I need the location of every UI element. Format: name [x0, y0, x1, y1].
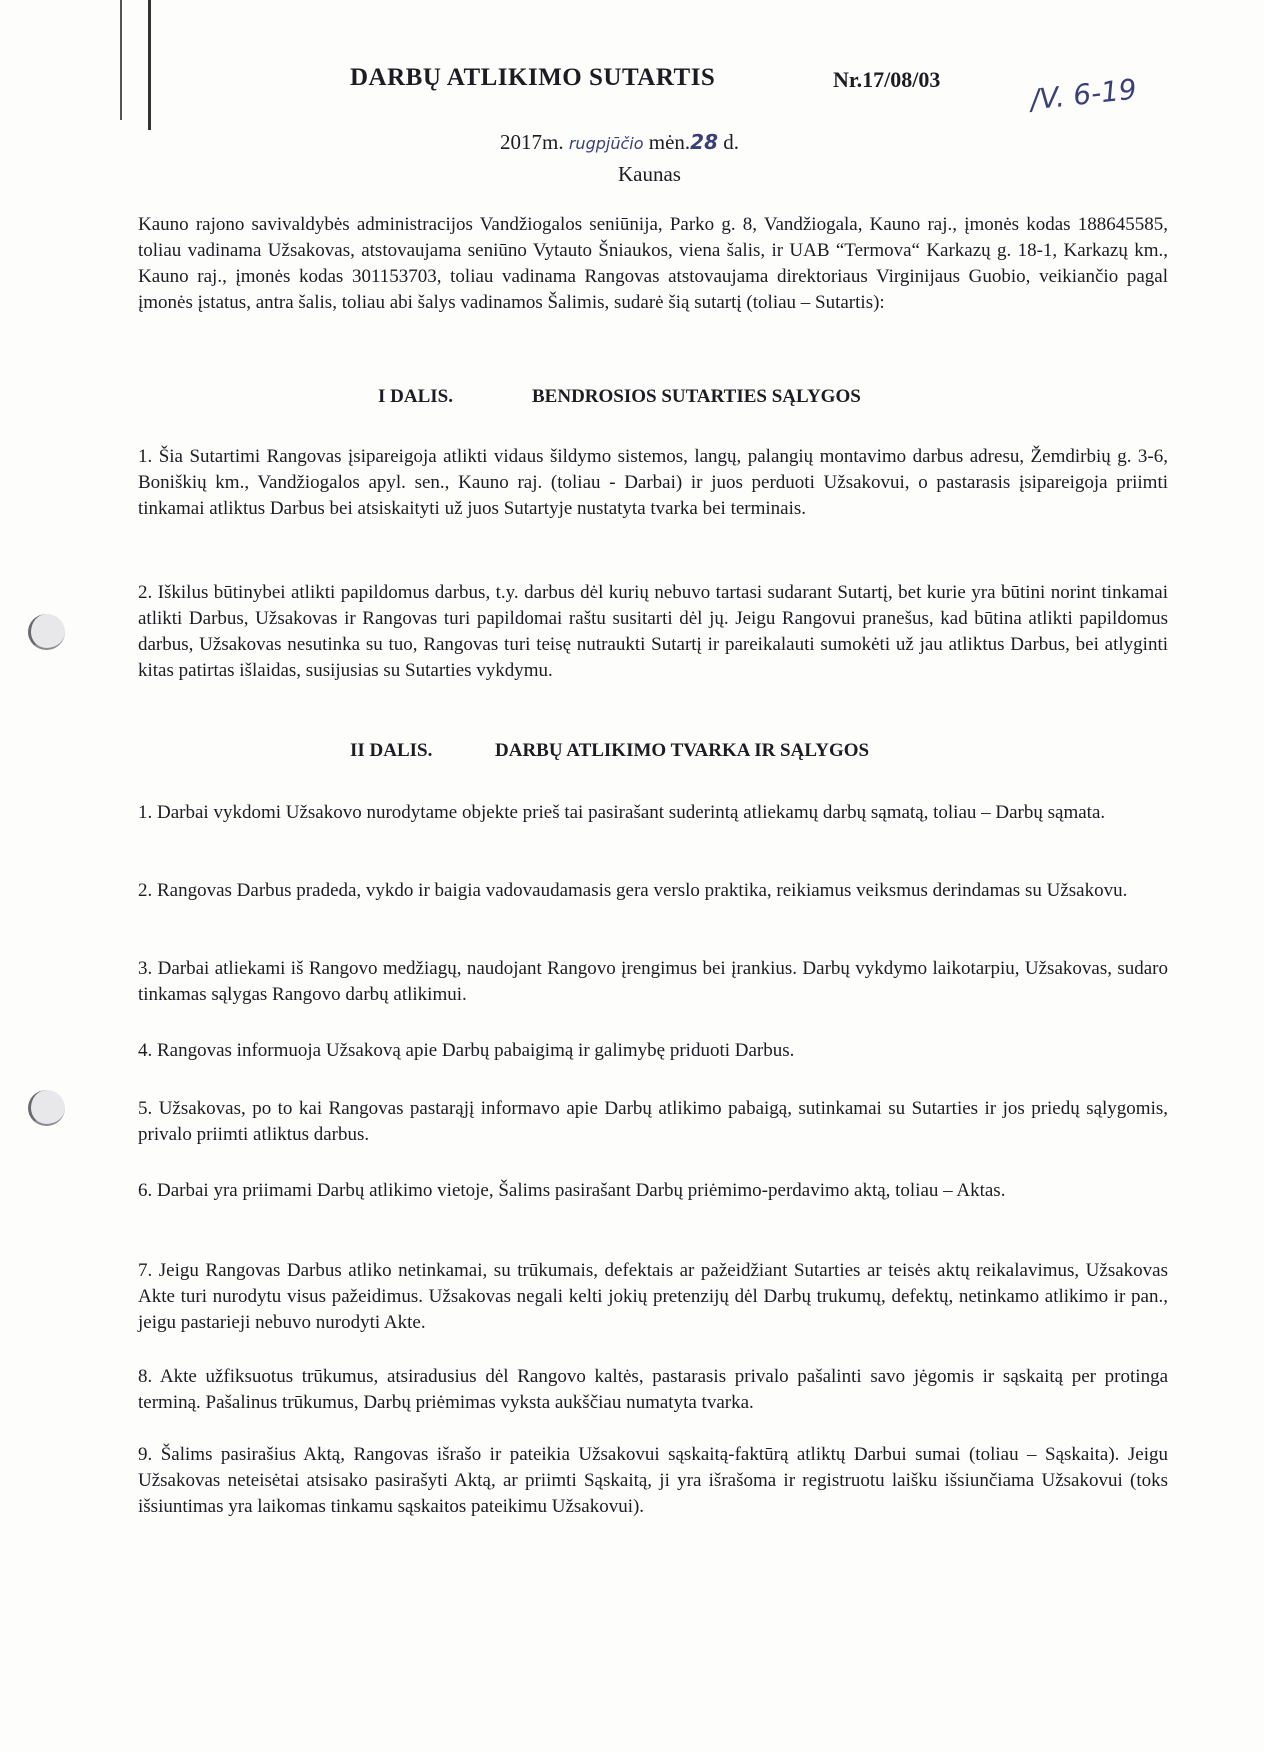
handwritten-mark: /V. 6-19	[1028, 72, 1139, 117]
contract-number: Nr.17/08/03	[833, 67, 941, 92]
scan-artifact-line	[120, 0, 122, 120]
contract-city: Kaunas	[618, 162, 681, 186]
part1-item-1: 1. Šia Sutartimi Rangovas įsipareigoja atlikti vidaus šildymo sistemos, langų, palangių montavimo darbus adresu, Žemdirbių g. 3-6, Boniškių km., Vandžiogalos apyl. sen., Kauno raj. (toliau - Darbai) ir juos perduoti Užsakovui, o pastarasis įsipareigoja priimti tinkamai atliktus Darbus bei atsiskaityti už juos Sutartyje nustatyta tvarka bei terminais.	[138, 446, 1168, 519]
date-day-label: d.	[723, 130, 739, 154]
scan-artifact-line	[148, 0, 151, 130]
part1-item-2: 2. Iškilus būtinybei atlikti papildomus darbus, t.y. darbus dėl kurių nebuvo tartasi sudarant Sutartį, bet kurie yra būtini norint tinkamai atlikti Darbus, Užsakovas ir Rangovas turi papildomai raštu susitarti dėl jų. Jeigu Rangovui pranešus, kad būtina atlikti papildomus darbus, Užsakovas nesutinka su tuo, Rangovas turi teisę nutraukti Sutartį ir pareikalauti sumokėti už jau atliktus Darbus, bei atlyginti kitas patirtas išlaidas, susijusias su Sutarties vykdymu.	[138, 582, 1168, 681]
part2-item-7: 7. Jeigu Rangovas Darbus atliko netinkamai, su trūkumais, defektais ar pažeidžiant Sutarties ar teisės aktų reikalavimus, Užsakovas Akte turi nurodytu visus pažeidimus. Užsakovas negali kelti jokių pretenzijų dėl Darbų trukumų, defektų, netinkamo atlikimo ir pan., jeigu pastarieji nebuvo nurodyti Akte.	[138, 1260, 1168, 1333]
part2-item-8: 8. Akte užfiksuotus trūkumus, atsiradusius dėl Rangovo kaltės, pastarasis privalo pašalinti savo jėgomis ir sąskaitą per protinga terminą. Pašalinus trūkumus, Darbų priėmimas vyksta aukščiau numatyta tvarka.	[138, 1366, 1168, 1413]
part1-title: BENDROSIOS SUTARTIES SĄLYGOS	[532, 386, 861, 407]
part2-label: II DALIS.	[350, 740, 433, 761]
part2-item-9: 9. Šalims pasirašius Aktą, Rangovas išrašo ir pateikia Užsakovui sąskaitą-faktūrą atliktų Darbui sumai (toliau – Sąskaita). Jeigu Užsakovas neteisėtai atsisako pasirašyti Aktą, ar priimti Sąskaitą, ji yra išrašoma ir registruotu laišku išsiunčiama Užsakovui (toks išsiuntimas yra laikomas tinkamu sąskaitos pateikimu Užsakovui).	[138, 1444, 1168, 1517]
part1-label: I DALIS.	[378, 386, 453, 407]
part2-item-5: 5. Užsakovas, po to kai Rangovas pastarąjį informavo apie Darbų atlikimo pabaigą, sutinkamai su Sutarties ir jos priedų sąlygomis, privalo priimti atliktus darbus.	[138, 1098, 1168, 1145]
title-row	[350, 64, 1130, 104]
contract-date	[500, 130, 739, 155]
part2-item-2: 2. Rangovas Darbus pradeda, vykdo ir baigia vadovaudamasis gera verslo praktika, reikiamus veiksmus derindamas su Užsakovu.	[138, 880, 1128, 901]
part2-item-4: 4. Rangovas informuoja Užsakovą apie Darbų pabaigimą ir galimybę priduoti Darbus.	[138, 1040, 795, 1061]
document-title: DARBŲ ATLIKIMO SUTARTIS	[350, 64, 716, 91]
date-month-label: mėn.	[648, 130, 691, 154]
punch-hole	[28, 614, 65, 650]
date-day-handwritten: 28	[690, 130, 718, 154]
punch-hole	[28, 1090, 65, 1126]
part2-title: DARBŲ ATLIKIMO TVARKA IR SĄLYGOS	[495, 740, 870, 761]
date-year: 2017m.	[500, 130, 564, 154]
intro-paragraph: Kauno rajono savivaldybės administracijos Vandžiogalos seniūnija, Parko g. 8, Vandžiogala, Kauno raj., įmonės kodas 188645585, toliau vadinama Užsakovas, atstovaujama seniūno Vytauto Šniaukos, viena šalis, ir UAB “Termova“ Karkazų g. 18-1, Karkazų km., Kauno raj., įmonės kodas 301153703, toliau vadinama Rangovas atstovaujama direktoriaus Virginijaus Guobio, veikiančio pagal įmonės įstatus, antra šalis, toliau abi šalys vadinamos Šalimis, sudarė šią sutartį (toliau – Sutartis):	[138, 214, 1168, 313]
date-month-handwritten: rugpjūčio	[568, 134, 644, 153]
part2-item-6: 6. Darbai yra priimami Darbų atlikimo vietoje, Šalims pasirašant Darbų priėmimo-perdavimo aktą, toliau – Aktas.	[138, 1180, 1006, 1201]
part2-item-3: 3. Darbai atliekami iš Rangovo medžiagų, naudojant Rangovo įrengimus bei įrankius. Darbų vykdymo laikotarpiu, Užsakovas, sudaro tinkamas sąlygas Rangovo darbų atlikimui.	[138, 958, 1168, 1005]
part2-item-1: 1. Darbai vykdomi Užsakovo nurodytame objekte prieš tai pasirašant suderintą atliekamų darbų sąmatą, toliau – Darbų sąmata.	[138, 802, 1106, 823]
